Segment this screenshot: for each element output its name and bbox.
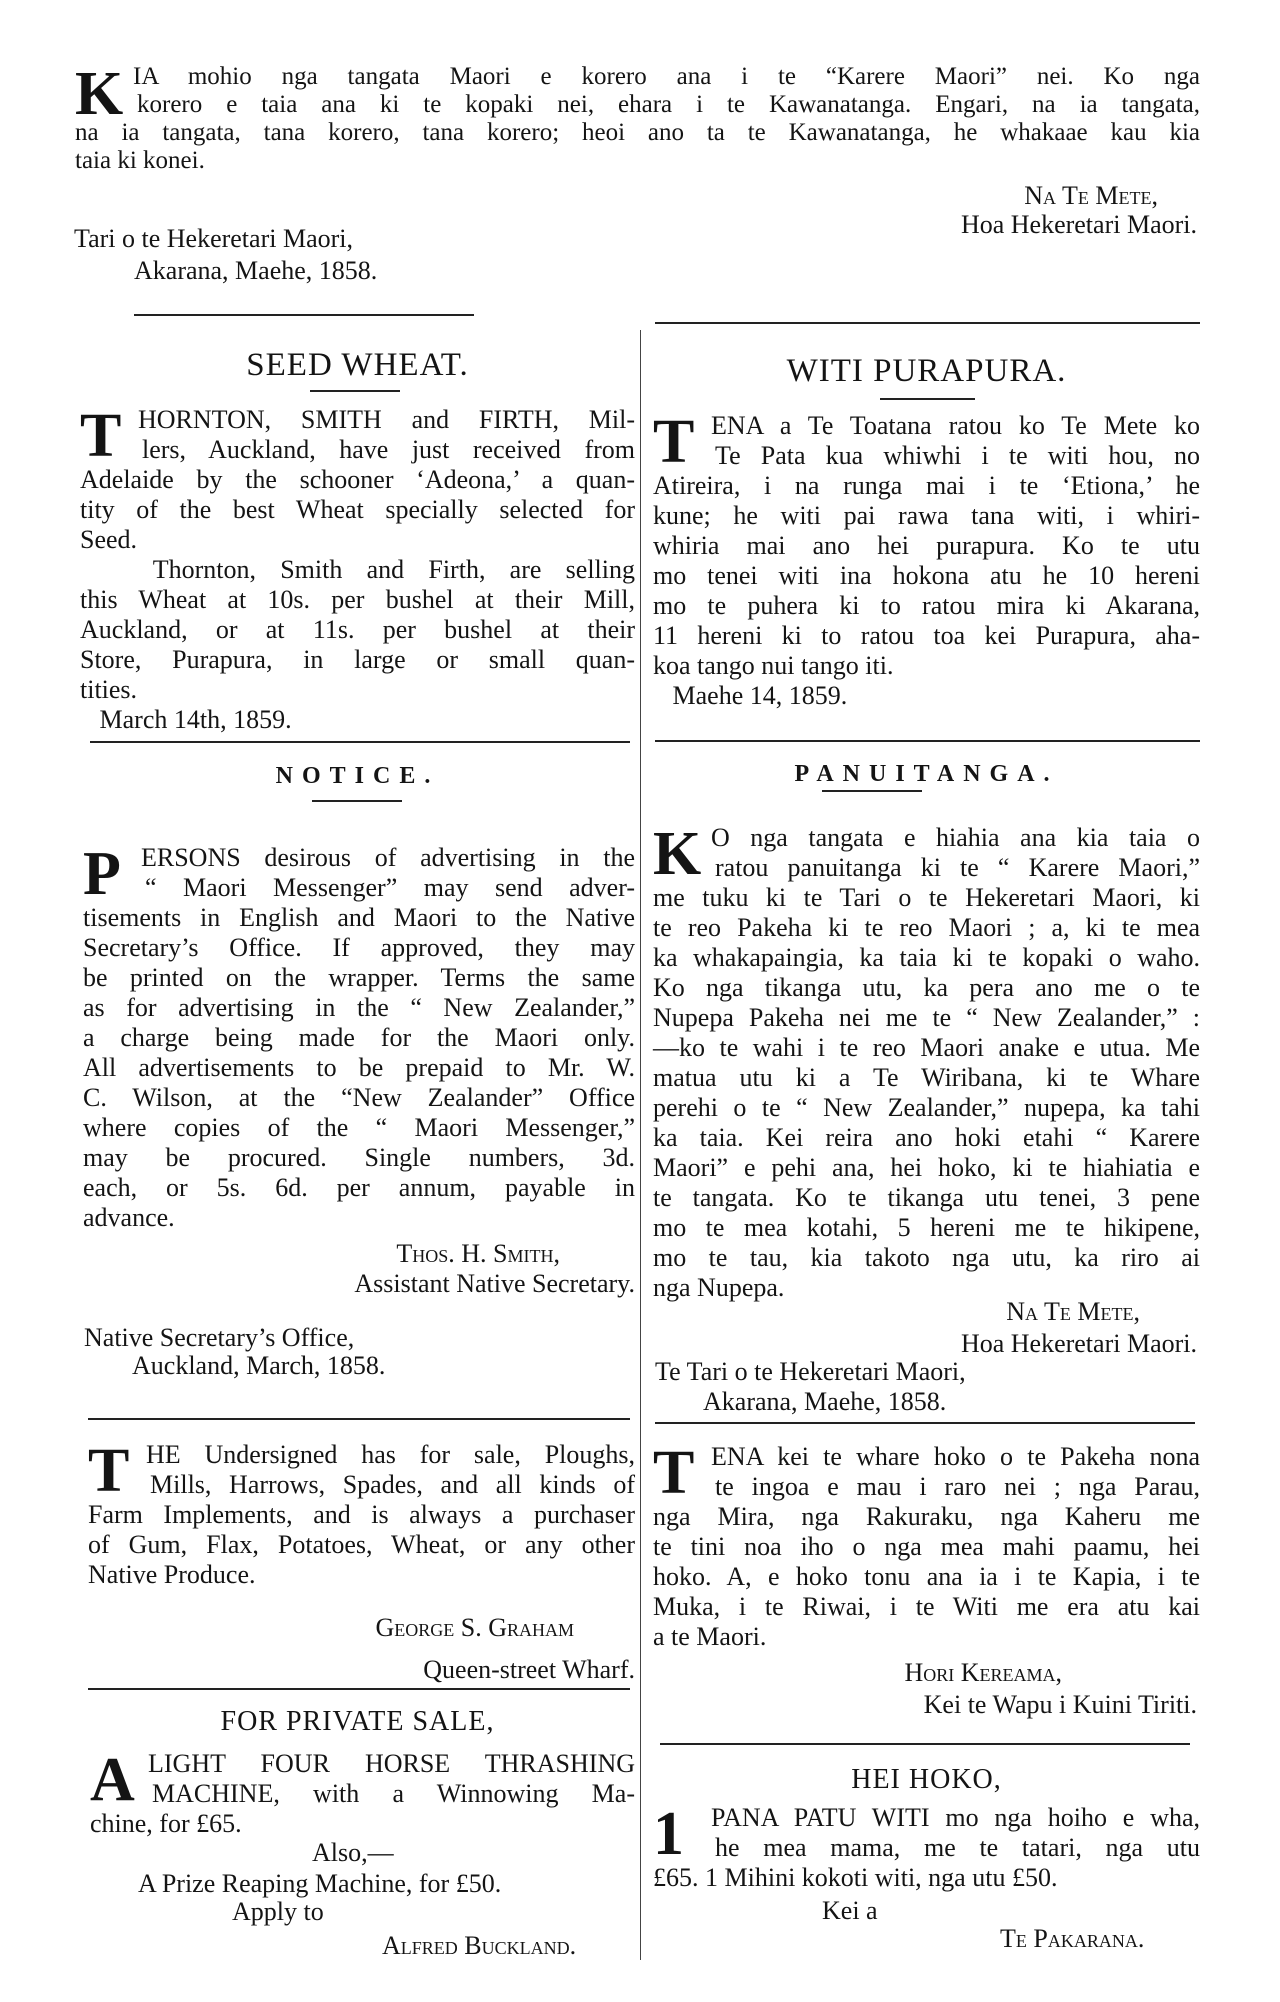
text-line: ratou panuitanga ki te “ Karere Maori,” (715, 853, 1200, 882)
drop-cap: T (653, 1439, 695, 1507)
text-line: HE Undersigned has for sale, Ploughs, (146, 1440, 635, 1469)
text-line: Maori” e pehi ana, hei hoko, ki te hiahiatia e (653, 1153, 1200, 1182)
private-sale-also: Also,— (312, 1838, 394, 1867)
drop-cap: K (75, 60, 124, 128)
drop-cap: K (653, 820, 702, 888)
text-line: ENA a Te Toatana ratou ko Te Mete ko (711, 411, 1200, 440)
kereama-address: Kei te Wapu i Kuini Tiriti. (923, 1690, 1197, 1719)
text-line: Store, Purapura, in large or small quan- (80, 645, 635, 674)
text-line: advance. (83, 1203, 175, 1232)
drop-cap: P (83, 840, 121, 908)
top-date: Akarana, Maehe, 1858. (134, 256, 378, 285)
divider-rule (88, 1688, 630, 1690)
text-line: whiria mai ano hei purapura. Ko te utu (653, 531, 1200, 560)
text-line: 11 hereni ki to ratou toa kei Purapura, aha- (653, 621, 1200, 650)
hei-hoko-heading: HEI HOKO, (851, 1764, 1002, 1795)
hei-hoko-kei-a: Kei a (822, 1896, 878, 1925)
drop-cap: A (90, 1746, 135, 1814)
text-line: PANA PATU WITI mo nga hoiho e wha, (711, 1803, 1200, 1832)
text-line: £65. 1 Mihini kokoti witi, nga utu £50. (653, 1863, 1058, 1892)
text-line: as for advertising in the “ New Zealander,” (83, 993, 635, 1022)
text-line: may be procured. Single numbers, 3d. (83, 1143, 635, 1172)
text-line: te tangata. Ko te tikanga utu tenei, 3 pene (653, 1183, 1200, 1212)
text-line: Ko nga tikanga utu, ka pera ano me o te (653, 973, 1200, 1002)
graham-body (88, 1437, 635, 1590)
top-signature-name: Na Te Mete, (1024, 181, 1158, 210)
top-notice-body (75, 60, 1200, 175)
private-sale-apply: Apply to (232, 1897, 324, 1926)
notice-date: Auckland, March, 1858. (132, 1351, 386, 1380)
text-line: Auckland, or at 11s. per bushel at their (80, 615, 635, 644)
text-line: Seed. (80, 525, 138, 554)
text-line: All advertisements to be prepaid to Mr. W. (83, 1053, 635, 1082)
text-line: Muka, i te Riwai, i te Witi me era atu kai (653, 1592, 1200, 1621)
text-line: LIGHT FOUR HORSE THRASHING (148, 1749, 635, 1778)
text-line: Te Pata kua whiwhi i te witi hou, no (715, 441, 1200, 470)
text-line: ENA kei te whare hoko o te Pakeha nona (711, 1442, 1200, 1471)
text-line: C. Wilson, at the “New Zealander” Office (83, 1083, 635, 1112)
text-line: Atireira, i na runga mai i te ‘Etiona,’ he (653, 471, 1200, 500)
text-line: tisements in English and Maori to the Native (83, 903, 635, 932)
text-line: koa tango nui tango iti. (653, 651, 894, 680)
notice-signature-name: Thos. H. Smith, (396, 1239, 560, 1268)
text-line: me tuku ki te Tari o te Hekeretari Maori, ki (653, 883, 1200, 912)
text-line: te reo Pakeha ki te reo Maori ; a, ki te mea (653, 913, 1200, 942)
hei-hoko-body (653, 1800, 1200, 1893)
text-line: Secretary’s Office. If approved, they may (83, 933, 635, 962)
witi-purapura-heading: WITI PURAPURA. (786, 353, 1067, 389)
text-line: of Gum, Flax, Potatoes, Wheat, or any other (88, 1530, 635, 1559)
panuitanga-place: Te Tari o te Hekeretari Maori, (655, 1357, 966, 1386)
panuitanga-date: Akarana, Maehe, 1858. (703, 1387, 947, 1416)
text-line: ka whakapaingia, ka taia ki te kopaki o waho. (653, 943, 1200, 972)
private-sale-signature: Alfred Buckland. (382, 1931, 577, 1960)
text-line: taia ki konei. (75, 147, 205, 174)
text-line: mo tenei witi ina hokona atu he 10 hereni (653, 561, 1200, 590)
text-line: a te Maori. (653, 1622, 767, 1651)
text-line: te tini noa iho o nga mea mahi paamu, hei (653, 1532, 1200, 1561)
text-line: O nga tangata e hiahia ana kia taia o (711, 823, 1200, 852)
text-line: he mea mama, me te tatari, nga utu (715, 1833, 1200, 1862)
witi-purapura-body (653, 408, 1200, 711)
text-line: Maehe 14, 1859. (653, 681, 848, 710)
panuitanga-signature-name: Na Te Mete, (1006, 1297, 1140, 1326)
drop-cap: 1 (653, 1800, 684, 1868)
notice-place: Native Secretary’s Office, (84, 1323, 355, 1352)
text-line: March 14th, 1859. (80, 705, 292, 734)
text-line: Mills, Harrows, Spades, and all kinds of (150, 1470, 635, 1499)
kereama-body (653, 1439, 1200, 1652)
divider-rule (134, 314, 474, 316)
drop-cap: T (80, 402, 122, 470)
divider-rule (88, 1418, 630, 1420)
text-line: where copies of the “ Maori Messenger,” (83, 1113, 635, 1142)
seed-wheat-heading: SEED WHEAT. (246, 347, 469, 383)
text-line: Native Produce. (88, 1560, 256, 1589)
divider-rule (655, 1422, 1195, 1424)
text-line: mo te mea kotahi, 5 hereni me te hikipene, (653, 1213, 1200, 1242)
text-line: te ingoa e mau i raro nei ; nga Parau, (715, 1472, 1200, 1501)
column-divider (640, 330, 641, 1960)
text-line: matua utu ki a Te Wiribana, ki te Whare (653, 1063, 1200, 1092)
seed-wheat-body (80, 402, 635, 735)
text-line: Adelaide by the schooner ‘Adeona,’ a quan- (80, 465, 635, 494)
text-line: —ko te wahi i te reo Maori anake e utua. Me (653, 1033, 1200, 1062)
text-line: IA mohio nga tangata Maori e korero ana i te “Karere Maori” nei. Ko nga (133, 63, 1200, 90)
hei-hoko-signature: Te Pakarana. (1000, 1924, 1145, 1953)
text-line: ka taia. Kei reira ano hoki etahi “ Karere (653, 1123, 1200, 1152)
text-line: na ia tangata, tana korero, tana korero; heoi ano ta te Kawanatanga, he whakaae kau kia (75, 119, 1200, 146)
heading-rule (822, 790, 922, 792)
top-place: Tari o te Hekeretari Maori, (74, 224, 353, 253)
panuitanga-heading: PANUITANGA. (794, 761, 1059, 787)
text-line: hoko. A, e hoko tonu ana ia i te Kapia, i te (653, 1562, 1200, 1591)
top-signature-title: Hoa Hekeretari Maori. (960, 210, 1197, 239)
text-line: Nupepa Pakeha nei me te “ New Zealander,” : (653, 1003, 1200, 1032)
text-line: korero e taia ana ki te kopaki nei, ehara i te Kawanatanga. Engari, na ia tangata, (137, 91, 1200, 118)
divider-rule (655, 322, 1200, 324)
divider-rule (655, 740, 1200, 742)
divider-rule (90, 741, 630, 743)
drop-cap: T (653, 408, 695, 476)
text-line: tities. (80, 675, 138, 704)
text-line: nga Nupepa. (653, 1273, 785, 1302)
text-line: perehi o te “ New Zealander,” nupepa, ka tahi (653, 1093, 1200, 1122)
notice-body (83, 840, 635, 1233)
text-line: mo te puhera ki to ratou mira ki Akarana, (653, 591, 1200, 620)
text-line: chine, for £65. (90, 1809, 242, 1838)
text-line: tity of the best Wheat specially selected for (80, 495, 635, 524)
text-line: MACHINE, with a Winnowing Ma- (152, 1779, 635, 1808)
text-line: nga Mira, nga Rakuraku, nga Kaheru me (653, 1502, 1200, 1531)
text-line: mo te tau, kia takoto nga utu, ka riro ai (653, 1243, 1200, 1272)
heading-rule (310, 390, 400, 392)
text-line: each, or 5s. 6d. per annum, payable in (83, 1173, 635, 1202)
text-line: Thornton, Smith and Firth, are selling (80, 555, 635, 584)
heading-rule (312, 800, 402, 802)
private-sale-body (90, 1746, 635, 1839)
text-line: Farm Implements, and is always a purchaser (88, 1500, 635, 1529)
text-line: HORNTON, SMITH and FIRTH, Mil- (138, 405, 635, 434)
graham-address: Queen-street Wharf. (423, 1655, 635, 1684)
divider-rule (660, 1743, 1190, 1745)
graham-signature-name: George S. Graham (375, 1613, 574, 1642)
notice-signature-title: Assistant Native Secretary. (354, 1269, 635, 1298)
text-line: a charge being made for the Maori only. (83, 1023, 635, 1052)
text-line: lers, Auckland, have just received from (142, 435, 635, 464)
text-line: kune; he witi pai rawa tana witi, i whiri- (653, 501, 1200, 530)
text-line: be printed on the wrapper. Terms the same (83, 963, 635, 992)
text-line: ERSONS desirous of advertising in the (141, 843, 635, 872)
heading-rule (880, 398, 975, 400)
text-line: “ Maori Messenger” may send adver- (145, 873, 635, 902)
panuitanga-body (653, 820, 1200, 1303)
drop-cap: T (88, 1437, 130, 1505)
private-sale-heading: FOR PRIVATE SALE, (220, 1706, 495, 1737)
notice-heading: NOTICE. (275, 763, 440, 789)
kereama-signature-name: Hori Kereama, (904, 1658, 1062, 1687)
private-sale-prize: A Prize Reaping Machine, for £50. (138, 1869, 502, 1898)
panuitanga-signature-title: Hoa Hekeretari Maori. (960, 1329, 1197, 1358)
text-line: this Wheat at 10s. per bushel at their Mill, (80, 585, 635, 614)
